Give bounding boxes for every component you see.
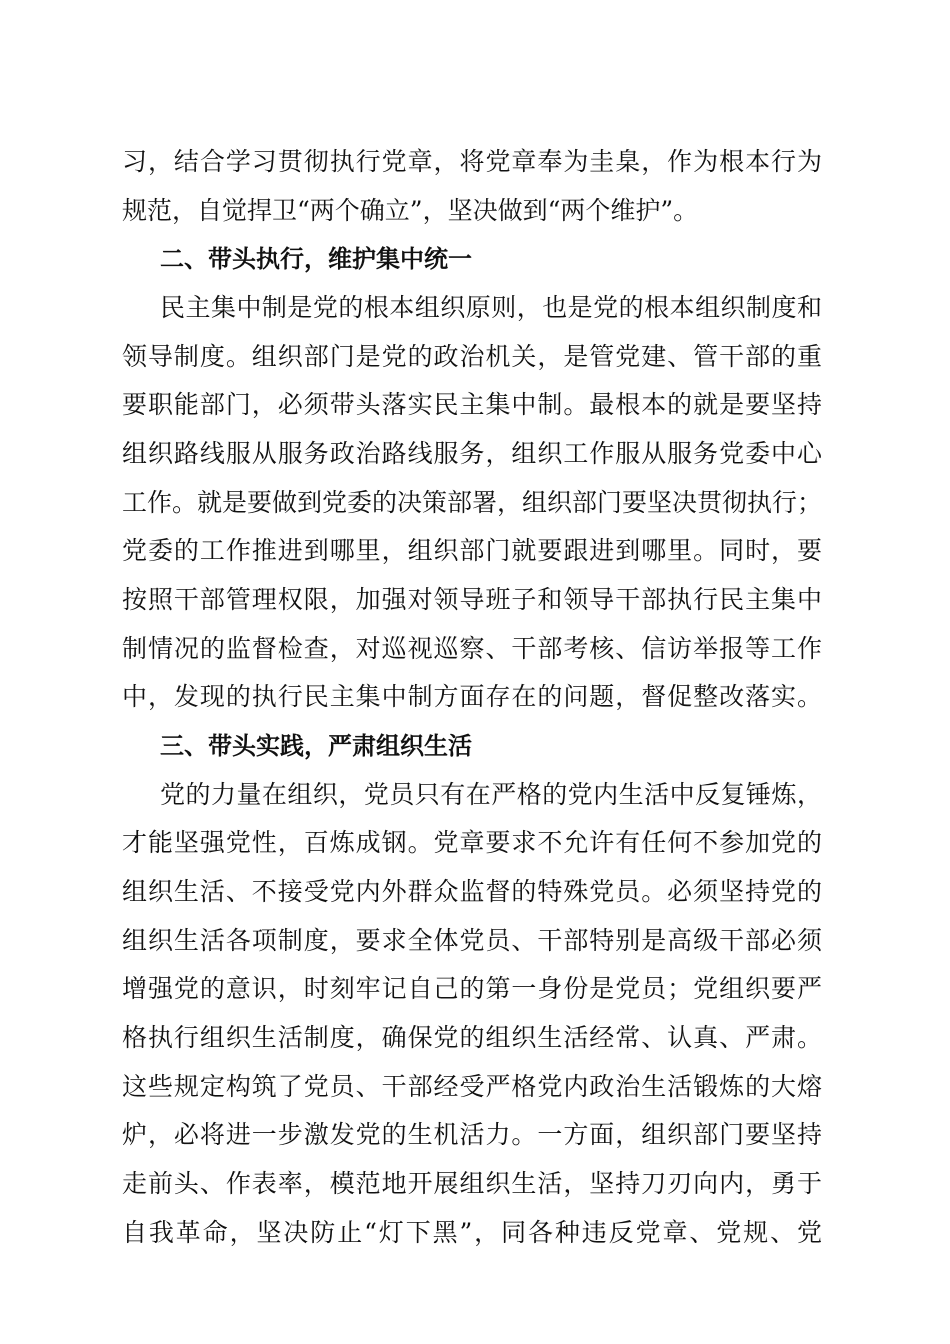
paragraph-line: 格执行组织生活制度，确保党的组织生活经常、认真、严肃。 (122, 1023, 822, 1052)
paragraph-line: 组织生活各项制度，要求全体党员、干部特别是高级干部必须 (122, 926, 822, 955)
paragraph-line: 习，结合学习贯彻执行党章，将党章奉为圭臬，作为根本行为 (122, 147, 822, 176)
paragraph-line: 炉，必将进一步激发党的生机活力。一方面，组织部门要坚持 (122, 1120, 822, 1149)
paragraph-line: 民主集中制是党的根本组织原则，也是党的根本组织制度和 (160, 293, 822, 322)
section-heading-3: 三、带头实践，严肃组织生活 (160, 732, 472, 760)
paragraph-line: 组织生活、不接受党内外群众监督的特殊党员。必须坚持党的 (122, 877, 822, 906)
paragraph-line: 走前头、作表率，模范地开展组织生活，坚持刀刃向内，勇于 (122, 1169, 822, 1198)
paragraph-line: 才能坚强党性，百炼成钢。党章要求不允许有任何不参加党的 (122, 828, 822, 857)
paragraph-line: 组织路线服从服务政治路线服务，组织工作服从服务党委中心 (122, 439, 822, 468)
paragraph-line: 规范，自觉捍卫“两个确立”，坚决做到“两个维护”。 (122, 196, 699, 225)
paragraph-line: 这些规定构筑了党员、干部经受严格党内政治生活锻炼的大熔 (122, 1072, 822, 1101)
section-heading-2: 二、带头执行，维护集中统一 (160, 245, 472, 273)
paragraph-line: 制情况的监督检查，对巡视巡察、干部考核、信访举报等工作 (122, 634, 822, 663)
paragraph-line: 党委的工作推进到哪里，组织部门就要跟进到哪里。同时，要 (122, 536, 822, 565)
paragraph-line: 要职能部门，必须带头落实民主集中制。最根本的就是要坚持 (122, 390, 822, 419)
paragraph-line: 按照干部管理权限，加强对领导班子和领导干部执行民主集中 (122, 585, 822, 614)
paragraph-line: 自我革命，坚决防止“灯下黑”，同各种违反党章、党规、党 (122, 1218, 822, 1247)
paragraph-line: 党的力量在组织，党员只有在严格的党内生活中反复锤炼， (160, 780, 822, 809)
paragraph-line: 中，发现的执行民主集中制方面存在的问题，督促整改落实。 (122, 682, 822, 711)
paragraph-line: 领导制度。组织部门是党的政治机关，是管党建、管干部的重 (122, 342, 822, 371)
paragraph-line: 工作。就是要做到党委的决策部署，组织部门要坚决贯彻执行； (122, 488, 822, 517)
paragraph-line: 增强党的意识，时刻牢记自己的第一身份是党员；党组织要严 (122, 974, 822, 1003)
